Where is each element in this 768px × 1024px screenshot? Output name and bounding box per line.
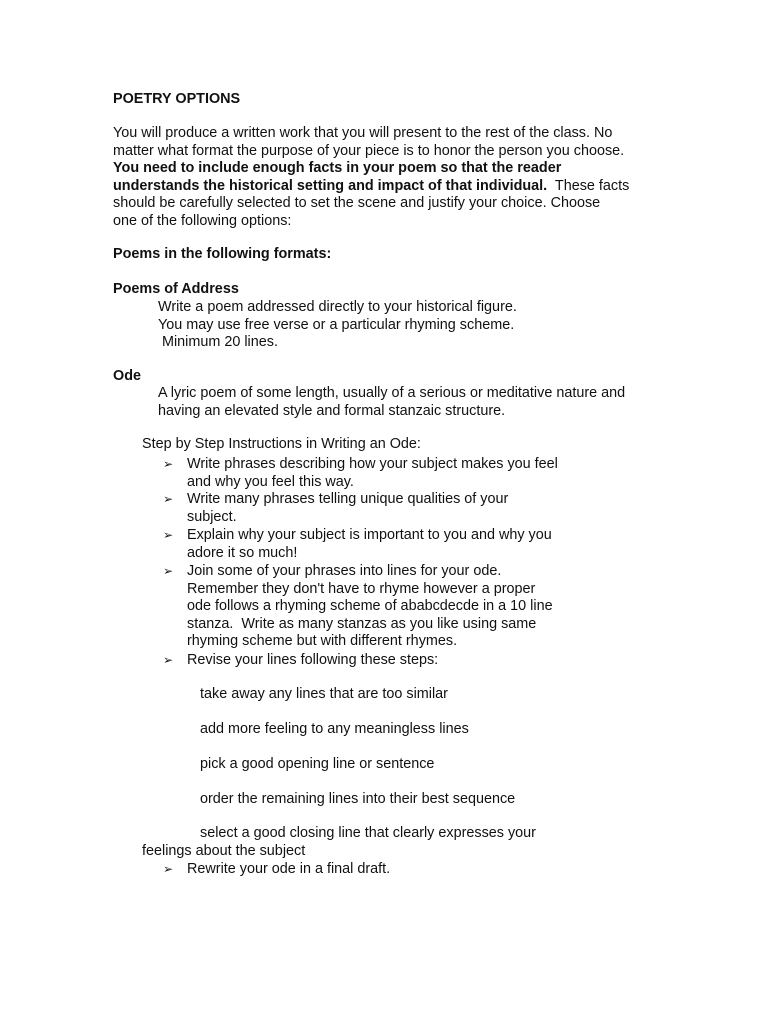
list-item-line: Write phrases describing how your subject makes you feel [187,456,558,472]
address-heading: Poems of Address [113,281,239,297]
arrow-bullet-icon: ➢ [163,457,174,471]
intro-line: one of the following options: [113,212,292,229]
intro-paragraph [113,125,653,231]
intro-line: You will produce a written work that you will present to the rest of the class. No [113,125,613,141]
steps-heading: Step by Step Instructions in Writing an Ode: [142,436,421,452]
intro-line: matter what format the purpose of your piece is to honor the person you choose. [113,142,625,159]
revise-step: select a good closing line that clearly expresses your [200,825,536,841]
list-item-line: stanza. Write as many stanzas as you like using same [187,615,537,632]
list-item-line: Explain why your subject is important to you and why you [187,527,552,543]
arrow-bullet-icon: ➢ [163,862,174,876]
address-description [158,299,517,352]
revise-step: pick a good opening line or sentence [200,756,435,772]
list-item-line: Revise your lines following these steps: [187,652,439,668]
list-item-line: subject. [187,508,237,525]
list-item-line: ode follows a rhyming scheme of ababcdecde in a 10 line [187,598,553,615]
list-item-line: Remember they don't have to rhyme however a proper [187,580,536,597]
address-line: You may use free verse or a particular rhyming scheme. [158,316,515,333]
arrow-bullet-icon: ➢ [163,528,174,542]
arrow-bullet-icon: ➢ [163,564,174,578]
intro-line: should be carefully selected to set the scene and justify your choice. Choose [113,195,601,212]
address-line: Minimum 20 lines. [158,334,278,351]
list-item-line: adore it so much! [187,544,298,561]
arrow-bullet-icon: ➢ [163,653,174,667]
list-item-line: rhyming scheme but with different rhymes. [187,633,458,650]
revise-step: order the remaining lines into their best sequence [200,791,516,807]
list-item-line: and why you feel this way. [187,473,354,490]
list-item-line: Write many phrases telling unique qualities of your [187,491,509,507]
list-item-line: Join some of your phrases into lines for your ode. [187,563,502,579]
revise-step: add more feeling to any meaningless lines [200,721,469,737]
address-line: Write a poem addressed directly to your historical figure. [158,299,517,315]
ode-line: A lyric poem of some length, usually of a serious or meditative nature and [158,385,626,401]
revise-step: take away any lines that are too similar [200,686,448,702]
intro-text: These facts [547,177,630,194]
page-title: POETRY OPTIONS [113,91,241,107]
intro-bold-text: understands the historical setting and impact of that individual. [113,177,548,194]
formats-heading: Poems in the following formats: [113,246,332,262]
ode-heading: Ode [113,368,141,384]
intro-mixed-line [113,178,653,196]
intro-bold-line: You need to include enough facts in your poem so that the reader [113,160,562,177]
revise-step-continuation: feelings about the subject [142,843,306,859]
arrow-bullet-icon: ➢ [163,492,174,506]
ode-description [158,385,625,420]
ode-line: having an elevated style and formal stanzaic structure. [158,402,506,419]
list-item-line: Rewrite your ode in a final draft. [187,861,391,877]
